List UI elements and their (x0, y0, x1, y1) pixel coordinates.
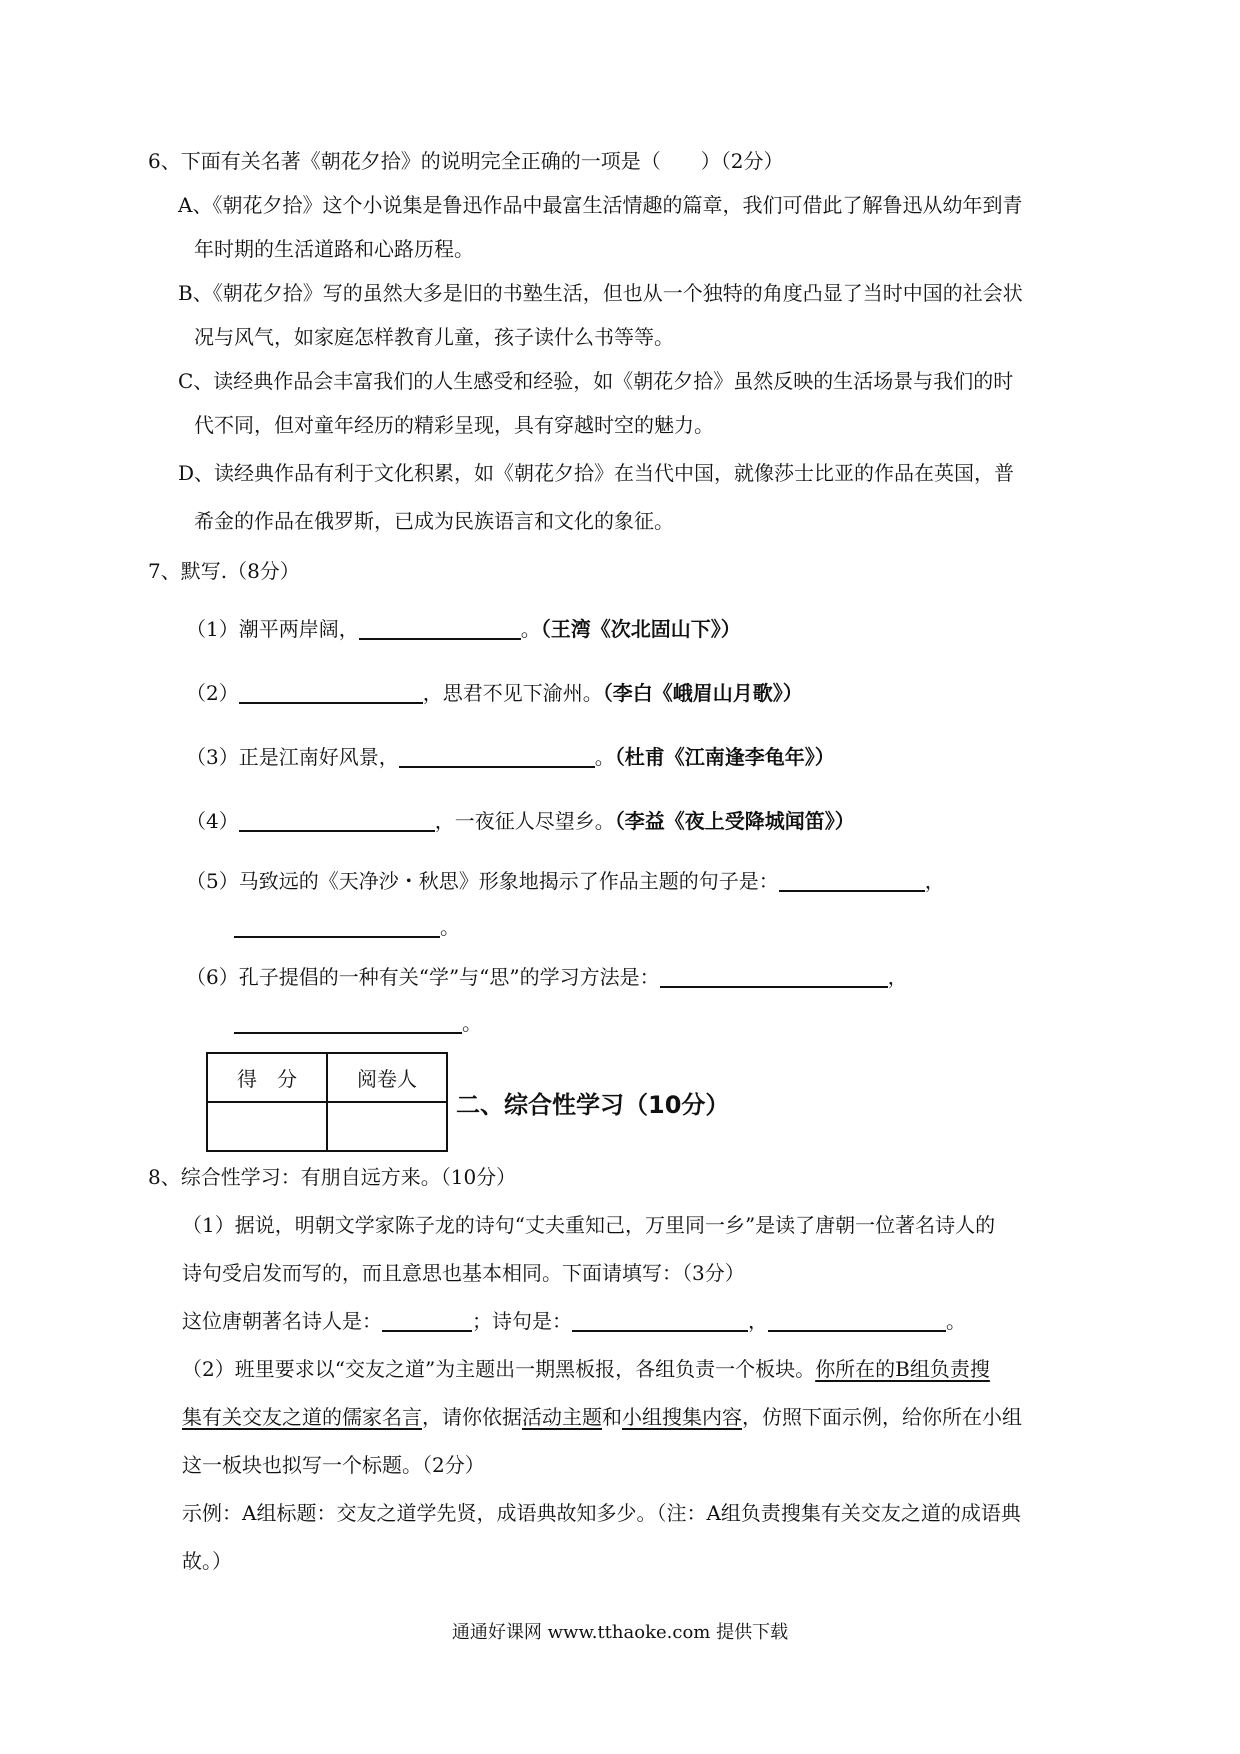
section-heading: 二、综合性学习（10分） (456, 1091, 730, 1119)
answer-blank[interactable] (768, 1308, 946, 1332)
answer-blank[interactable] (779, 868, 925, 892)
q7-item-4-source: （李益《夜上受降城闻笛》） (614, 809, 855, 833)
q8-part1-comma: ， (748, 1309, 768, 1333)
score-box (206, 1052, 448, 1152)
q8-part2-line3: 这一板块也拟写一个标题。（2分） (182, 1453, 485, 1477)
q7-item-3-end: 。 (594, 745, 615, 769)
q7-item-6-cont (234, 1008, 482, 1038)
q8-example-line1: 示例：A组标题：交友之道学先贤，成语典故知多少。（注：A组负责搜集有关交友之道的成语典 (182, 1501, 1021, 1525)
q8-example-line2: 故。） (182, 1549, 232, 1573)
q7-item-2 (186, 678, 803, 708)
q7-item-1-end: 。 (520, 617, 541, 641)
q7-item-5-comma: ， (924, 869, 945, 893)
q8-part2-underlined: 小组搜集内容 (622, 1405, 742, 1429)
q6-option-a-line2: 年时期的生活道路和心路历程。 (194, 237, 474, 261)
q8-part2-underlined: 你所在的B组负责搜 (815, 1357, 990, 1381)
q7-item-6-end: 。 (462, 1011, 482, 1035)
q7-item-1-text: （1）潮平两岸阔， (186, 617, 359, 641)
q7-item-4 (186, 806, 855, 836)
q8-part2-line2 (182, 1402, 1022, 1432)
q7-item-6-comma: ， (887, 965, 908, 989)
q7-item-5 (186, 866, 945, 896)
grader-cell[interactable] (327, 1102, 447, 1151)
q8-part1-verse-label: ；诗句是： (472, 1309, 572, 1333)
page-footer: 通通好课网 www.tthaoke.com 提供下载 (451, 1622, 789, 1643)
answer-blank[interactable] (239, 808, 435, 832)
score-cell[interactable] (207, 1102, 327, 1151)
q8-stem: 8、综合性学习：有朋自远方来。（10分） (148, 1165, 517, 1189)
answer-blank[interactable] (660, 964, 888, 988)
q8-part2-text: ，仿照下面示例，给你所在小组 (742, 1405, 1022, 1429)
q6-option-a-line1: A、《朝花夕拾》这个小说集是鲁迅作品中最富生活情趣的篇章，我们可借此了解鲁迅从幼年到青 (178, 193, 1023, 217)
q7-item-6 (186, 962, 908, 992)
q8-part1-end: 。 (946, 1309, 966, 1333)
q8-part1-line1: （1）据说，明朝文学家陈子龙的诗句“丈夫重知己，万里同一乡”是读了唐朝一位著名诗人的 (182, 1213, 996, 1237)
q6-option-d-line1: D、读经典作品有利于文化积累，如《朝花夕拾》在当代中国，就像莎士比亚的作品在英国，普 (178, 461, 1015, 485)
q8-part1-line3 (182, 1306, 966, 1336)
q6-option-c-line2: 代不同，但对童年经历的精彩呈现，具有穿越时空的魅力。 (194, 413, 714, 437)
q7-item-3 (186, 742, 835, 772)
answer-blank[interactable] (399, 744, 595, 768)
q7-item-4-text: ，一夜征人尽望乡。 (434, 809, 615, 833)
q7-item-5-cont (234, 912, 460, 942)
answer-blank[interactable] (234, 1010, 462, 1034)
q7-item-2-number: （2） (186, 681, 239, 705)
answer-blank[interactable] (239, 680, 423, 704)
q6-option-b-line1: B、《朝花夕拾》写的虽然大多是旧的书塾生活，但也从一个独特的角度凸显了当时中国的社会状 (178, 281, 1023, 305)
q8-part2-line1 (182, 1354, 990, 1384)
q6-option-d-line2: 希金的作品在俄罗斯，已成为民族语言和文化的象征。 (194, 509, 674, 533)
answer-blank[interactable] (382, 1308, 472, 1332)
q7-item-2-source: （李白《峨眉山月歌》） (602, 681, 803, 705)
q8-part1-poet-label: 这位唐朝著名诗人是： (182, 1309, 382, 1333)
q6-stem: 6、下面有关名著《朝花夕拾》的说明完全正确的一项是（ ）（2分） (148, 149, 784, 173)
q8-part1-line2: 诗句受启发而写的，而且意思也基本相同。下面请填写：（3分） (182, 1261, 745, 1285)
q7-item-5-text: （5）马致远的《天净沙・秋思》形象地揭示了作品主题的句子是： (186, 869, 779, 893)
q7-item-3-source: （杜甫《江南逢李龟年》） (614, 745, 835, 769)
q7-item-5-end: 。 (440, 915, 460, 939)
q6-option-b-line2: 况与风气，如家庭怎样教育儿童，孩子读什么书等等。 (194, 325, 674, 349)
q7-item-3-text: （3）正是江南好风景， (186, 745, 399, 769)
q7-item-1 (186, 614, 741, 644)
q7-item-6-text: （6）孔子提倡的一种有关“学”与“思”的学习方法是： (186, 965, 660, 989)
q8-part2-text: ，请你依据 (422, 1405, 522, 1429)
q7-item-4-number: （4） (186, 809, 239, 833)
q8-part2-text: （2）班里要求以“交友之道”为主题出一期黑板报，各组负责一个板块。 (182, 1357, 816, 1381)
answer-blank[interactable] (359, 616, 521, 640)
answer-blank[interactable] (572, 1308, 748, 1332)
score-header: 得 分 (207, 1053, 327, 1102)
q7-item-2-text: ，思君不见下渝州。 (422, 681, 603, 705)
q6-option-c-line1: C、读经典作品会丰富我们的人生感受和经验，如《朝花夕拾》虽然反映的生活场景与我们的时 (178, 369, 1014, 393)
q8-part2-underlined: 活动主题 (522, 1405, 602, 1429)
q8-part2-underlined: 集有关交友之道的儒家名言 (182, 1405, 422, 1429)
q7-item-1-source: （王湾《次北固山下》） (540, 617, 741, 641)
q7-stem: 7、默写.（8分） (148, 559, 300, 583)
grader-header: 阅卷人 (327, 1053, 447, 1102)
q8-part2-text: 和 (602, 1405, 622, 1429)
answer-blank[interactable] (234, 914, 440, 938)
